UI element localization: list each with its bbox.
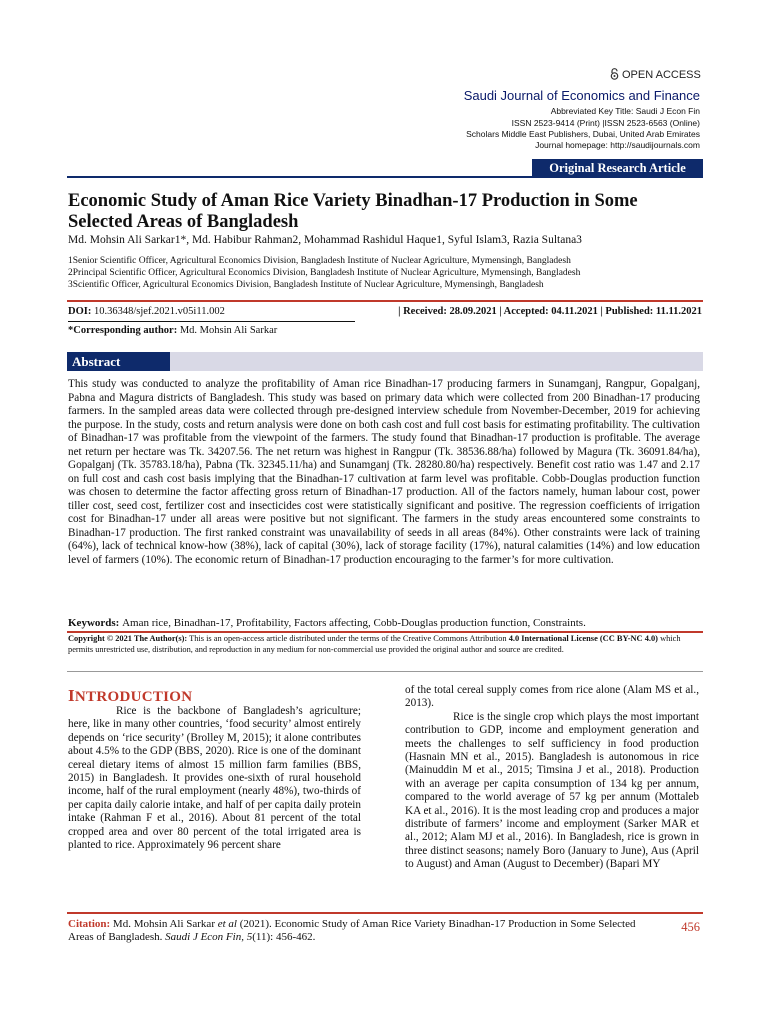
citation-etal: et al [217, 918, 237, 930]
paragraph: Rice is the backbone of Bangladesh’s agriculture; here, like in many other countries, ‘food security’ almost entirely depends on ‘rice security’ (Brolley M, 2015); it alone contributes about 4.5% to the GDP (BBS, 2020). Rice is one of the dominant cereal dietary items of almost 15 million farm families (BBS, 2015) in Bangladesh. It provides one-sixth of rural household income, half of the rural employment (nearly 48%), two-thirds of per capita daily calorie intake, and half of per capita daily protein intake (Rahman F et al., 2016). About 81 percent of the total cropped area and over 80 percent of the total irrigated area is planted to rice. Approximately 96 percent share [68, 705, 361, 852]
citation-text-3: (11): 456-462. [252, 931, 316, 943]
keywords-list: Aman rice, Binadhan-17, Profitability, Factors affecting, Cobb-Douglas production function, Constraints. [122, 617, 586, 629]
divider [67, 671, 703, 672]
doi-label: DOI: [68, 306, 94, 317]
citation-text: Md. Mohsin Ali Sarkar [110, 918, 218, 930]
affiliation-2: 2Principal Scientific Officer, Agricultural Economics Division, Bangladesh Institute of Nuclear Agriculture, Mymensingh, Bangladesh [68, 268, 581, 278]
publication-dates: | Received: 28.09.2021 | Accepted: 04.11.2021 | Published: 11.11.2021 [398, 306, 702, 317]
corresponding-author [68, 325, 277, 336]
heading-initial: I [68, 686, 75, 705]
copyright-notice [68, 634, 700, 656]
issn: ISSN 2523-9414 (Print) |ISSN 2523-6563 (Online) [511, 118, 700, 128]
article-title: Economic Study of Aman Rice Variety Binadhan-17 Production in Some Selected Areas of Bangladesh [68, 191, 638, 232]
paragraph: Rice is the single crop which plays the most important contribution to GDP, income and employment generation and meets the challenges to self sufficiency in food production (Hasnain MN et al., 2015). Bangladesh is autonomous in rice (Mainuddin M et al., 2015; Timsina J et al., 2018). Production with an average per capita consumption of 134 kg per annum, compared to the world average of 57 kg per annum (Mottaleb KA et al., 2016). It is the most leading crop and produces a major distribute of farmers’ income and employment (Sarker MAR et al., 2012; Alam MJ et al., 2016). In Bangladesh, rice is grown in three distinct seasons; namely Boro (January to June), Aus (April to August) and Aman (August to December) (Bapari MY [405, 710, 699, 871]
publisher: Scholars Middle East Publishers, Dubai, United Arab Emirates [466, 129, 700, 139]
open-access-badge [610, 68, 701, 83]
introduction-heading [68, 686, 192, 706]
article-type: Original Research Article [532, 159, 703, 178]
corresponding-label: *Corresponding author: [68, 325, 180, 336]
copyright-text-2: which permits unrestricted use, distribution, and reproduction in any medium for non-commercial use provided the original author and source are credited. [68, 634, 681, 654]
abbreviated-title: Abbreviated Key Title: Saudi J Econ Fin [550, 106, 700, 116]
divider [68, 321, 355, 322]
affiliation-1: 1Senior Scientific Officer, Agricultural Economics Division, Bangladesh Institute of Nuclear Agriculture, Mymensingh, Bangladesh [68, 256, 571, 266]
divider [67, 300, 703, 302]
corresponding-name: Md. Mohsin Ali Sarkar [179, 325, 278, 336]
divider [67, 631, 703, 633]
open-lock-icon [610, 68, 619, 83]
copyright-text: This is an open-access article distributed under the terms of the Creative Commons Attribution [187, 634, 509, 643]
affiliation-3: 3Scientific Officer, Agricultural Economics Division, Bangladesh Institute of Nuclear Agriculture, Mymensingh, Bangladesh [68, 280, 544, 290]
doi-link[interactable]: 10.36348/sjef.2021.v05i11.002 [93, 306, 225, 317]
doi [68, 306, 225, 317]
right-column [405, 684, 699, 872]
abstract-text: This study was conducted to analyze the profitability of Aman rice Binadhan-17 producing farmers in Sunamganj, Rangpur, Gopalganj, Pabna and Magura districts of Bangladesh. This study was based on primary data which were collected from 200 Binadhan-17 producing farmers. In the sampled areas data were collected through pre-designed interview schedule from November-December, 2019 for achieving the purpose. In the study, costs and return analysis were done on both cash cost and full cost basis for estimating profitability. The cultivation of Binadhan-17 was profitable from the viewpoint of the farmers. The study found that Binadhan-17 production is profitable. The average net return per hectare was Tk. 34207.56. The net return was highest in Rangpur (Tk. 38536.88/ha) followed by Magura (Tk. 36091.84/ha), Gopalganj (Tk. 35783.18/ha), Pabna (Tk. 32345.11/ha) and Sunamganj (Tk. 28280.80/ha) respectively. Benefit cost ratio was 1.47 and 2.17 on full cost and cash cost basis implying that the Binadhan-17 cultivation at farm level was profitable. Cobb-Douglas production function was chosen to determine the factor affecting gross return of Binadhan-17 production. All of the factors namely, human labour cost, power tiller cost, seed cost, fertilizer cost and insecticides cost were statistically significant and positive. The regression coefficients of irrigation cost for Binadhan-17 under all areas were positive but not significant. The farmers in the study areas encountered some constraints to Binadhan-17 production. The first ranked constraint was unavailability of seeds in all areas (84%). Other constraints were lack of training (64%), lack of technical know-how (38%), lack of capital (30%), lack of storage facility (17%), natural calamities (14%) and low education level of farmers (10%). The economic return of Binadhan-17 production encouraging to the farmer’s for more cultivation. [68, 378, 700, 566]
abstract-heading: Abstract [67, 352, 170, 371]
citation-label: Citation: [68, 918, 111, 930]
citation-text-2: (2021). Economic Study of Aman Rice Variety Binadhan-17 Production in Some Selected Areas of Bangladesh. [68, 918, 636, 943]
keywords-label: Keywords: [68, 617, 123, 629]
journal-homepage [535, 140, 700, 150]
citation [68, 918, 653, 944]
open-access-label: OPEN ACCESS [622, 69, 701, 81]
homepage-label: Journal homepage: [535, 140, 611, 150]
copyright-label: Copyright © 2021 The Author(s): [68, 634, 188, 643]
keywords [68, 617, 700, 629]
license-name: 4.0 International License (CC BY-NC 4.0) [508, 634, 658, 643]
homepage-link[interactable]: http://saudijournals.com [610, 140, 700, 150]
left-column [68, 705, 361, 852]
page-number: 456 [681, 920, 700, 934]
heading-rest: NTRODUCTION [74, 689, 193, 705]
paragraph: of the total cereal supply comes from rice alone (Alam MS et al., 2013). [405, 684, 699, 710]
authors: Md. Mohsin Ali Sarkar1*, Md. Habibur Rahman2, Mohammad Rashidul Haque1, Syful Islam3, Razia Sultana3 [68, 234, 582, 246]
footer-rule [67, 912, 703, 914]
citation-journal: Saudi J Econ Fin, 5 [165, 931, 253, 943]
journal-name: Saudi Journal of Economics and Finance [463, 88, 700, 103]
